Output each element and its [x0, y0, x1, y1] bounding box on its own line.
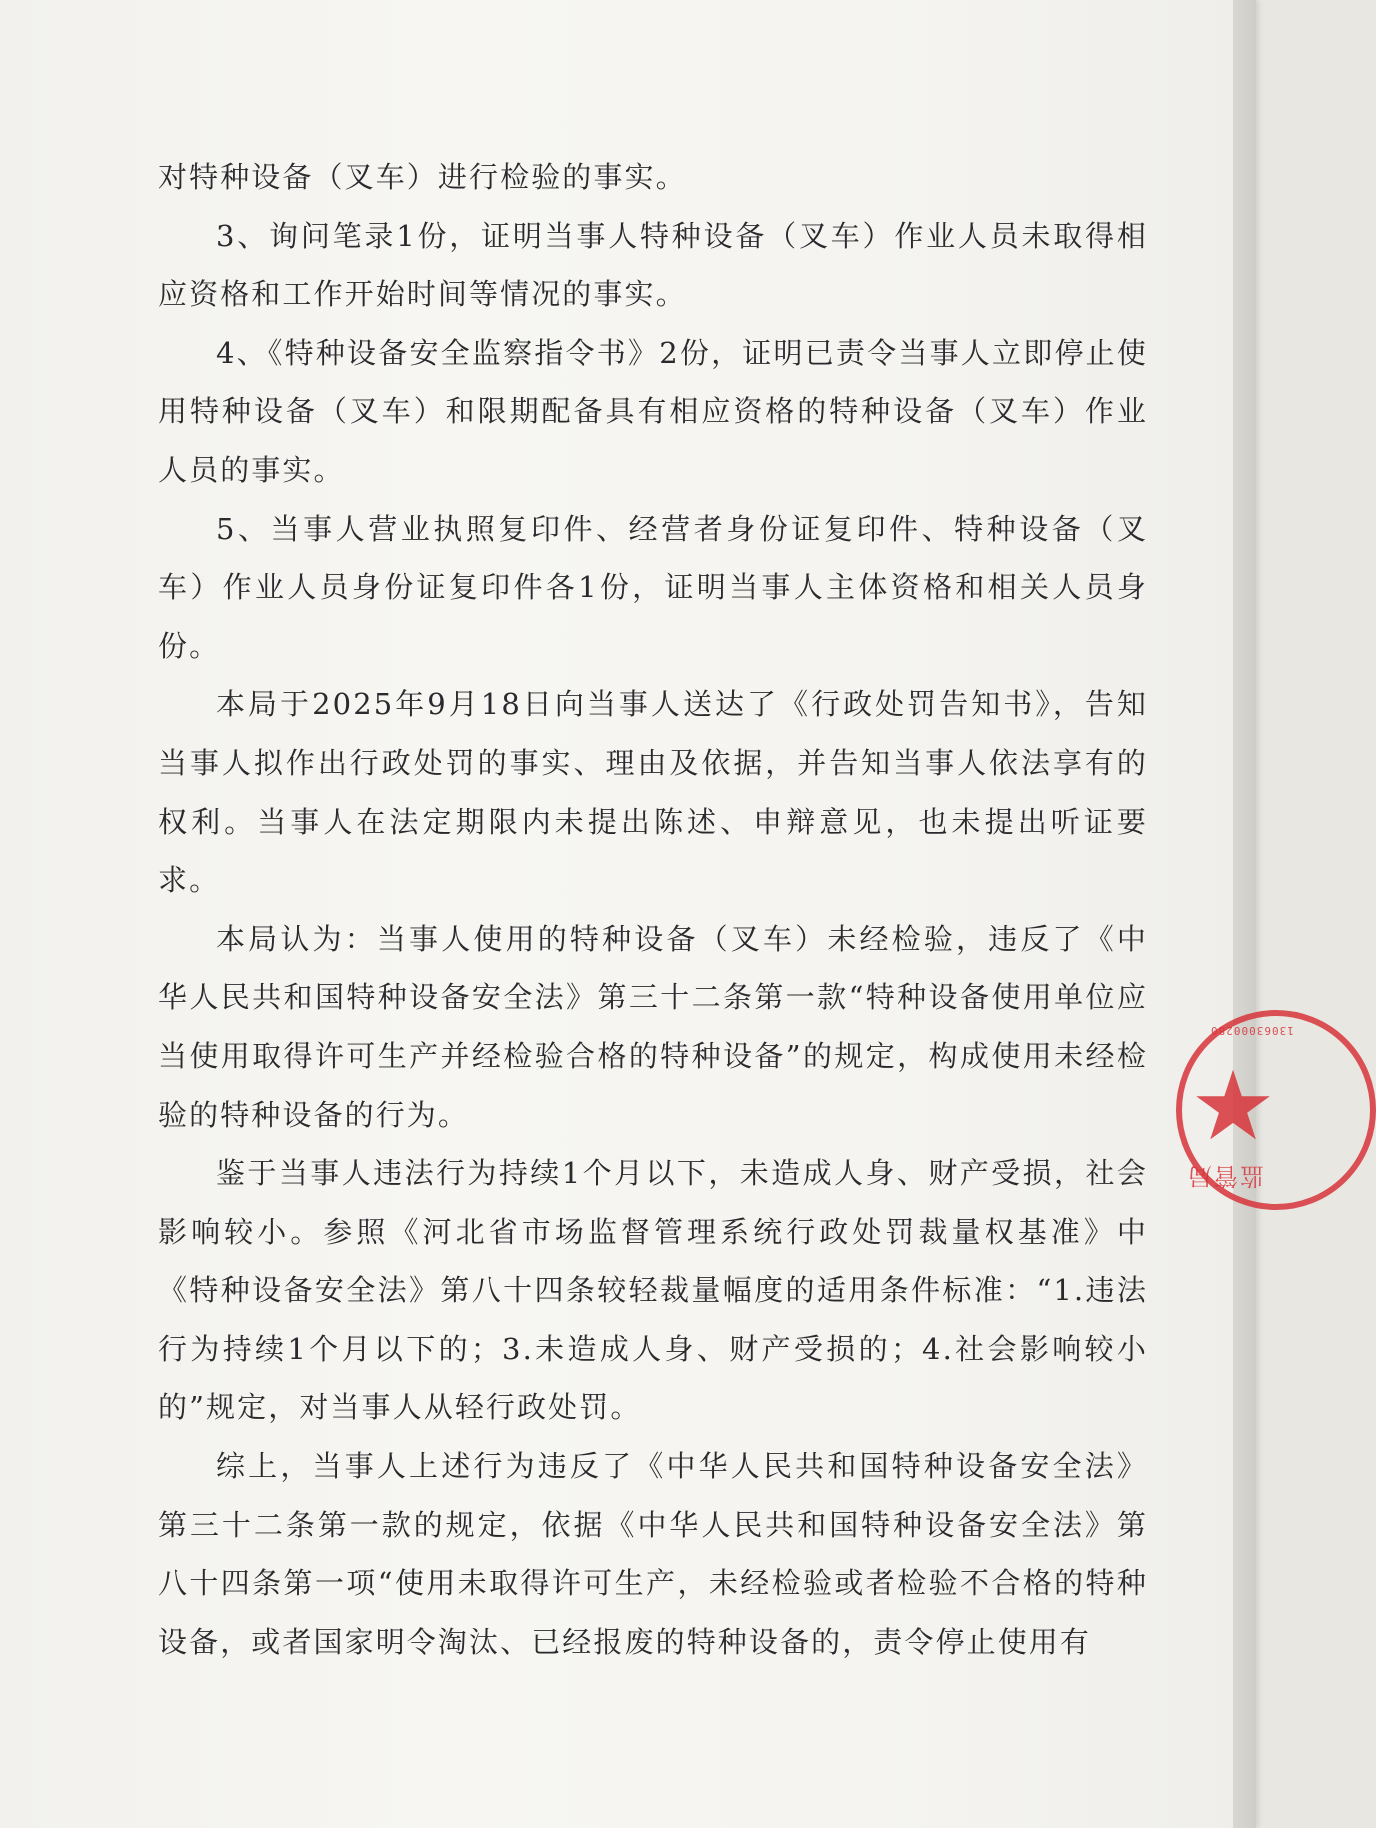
seal-text: 监管局 — [1186, 1162, 1264, 1190]
page-edge — [1233, 0, 1256, 1828]
paragraph-2: 4、《特种设备安全监察指令书》2份，证明已责令当事人立即停止使用特种设备（叉车）和限期配备具有相应资格的特种设备（叉车）作业人员的事实。 — [158, 335, 1148, 487]
document-body — [158, 148, 1148, 1671]
official-seal — [1176, 1010, 1376, 1210]
paragraph-1: 3、询问笔录1份，证明当事人特种设备（叉车）作业人员未取得相应资格和工作开始时间等情况的事实。 — [158, 218, 1148, 312]
paragraph-7: 综上，当事人上述行为违反了《中华人民共和国特种设备安全法》第三十二条第一款的规定，依据《中华人民共和国特种设备安全法》第八十四条第一项“使用未取得许可生产，未经检验或者检验不合格的特种设备，或者国家明令淘汰、已经报废的特种设备的，责令停止使用有 — [158, 1449, 1148, 1659]
star-icon: ★ — [1190, 1050, 1277, 1162]
paragraph-4: 本局于2025年9月18日向当事人送达了《行政处罚告知书》，告知当事人拟作出行政处罚的事实、理由及依据，并告知当事人依法享有的权利。当事人在法定期限内未提出陈述、申辩意见，也未提出听证要求。 — [158, 687, 1148, 898]
seal-code: 13063000280 — [1210, 1024, 1294, 1037]
paragraph-0: 对特种设备（叉车）进行检验的事实。 — [158, 160, 687, 194]
paragraph-5: 本局认为：当事人使用的特种设备（叉车）未经检验，违反了《中华人民共和国特种设备安全法》第三十二条第一款“特种设备使用单位应当使用取得许可生产并经检验合格的特种设备”的规定，构成使用未经检验的特种设备的行为。 — [158, 921, 1148, 1132]
paragraph-6: 鉴于当事人违法行为持续1个月以下，未造成人身、财产受损，社会影响较小。参照《河北省市场监督管理系统行政处罚裁量权基准》中《特种设备安全法》第八十四条较轻裁量幅度的适用条件标准：“1.违法行为持续1个月以下的；3.未造成人身、财产受损的；4.社会影响较小的”规定，对当事人从轻行政处罚。 — [158, 1156, 1148, 1425]
paragraph-3: 5、当事人营业执照复印件、经营者身份证复印件、特种设备（叉车）作业人员身份证复印件各1份，证明当事人主体资格和相关人员身份。 — [158, 511, 1148, 663]
